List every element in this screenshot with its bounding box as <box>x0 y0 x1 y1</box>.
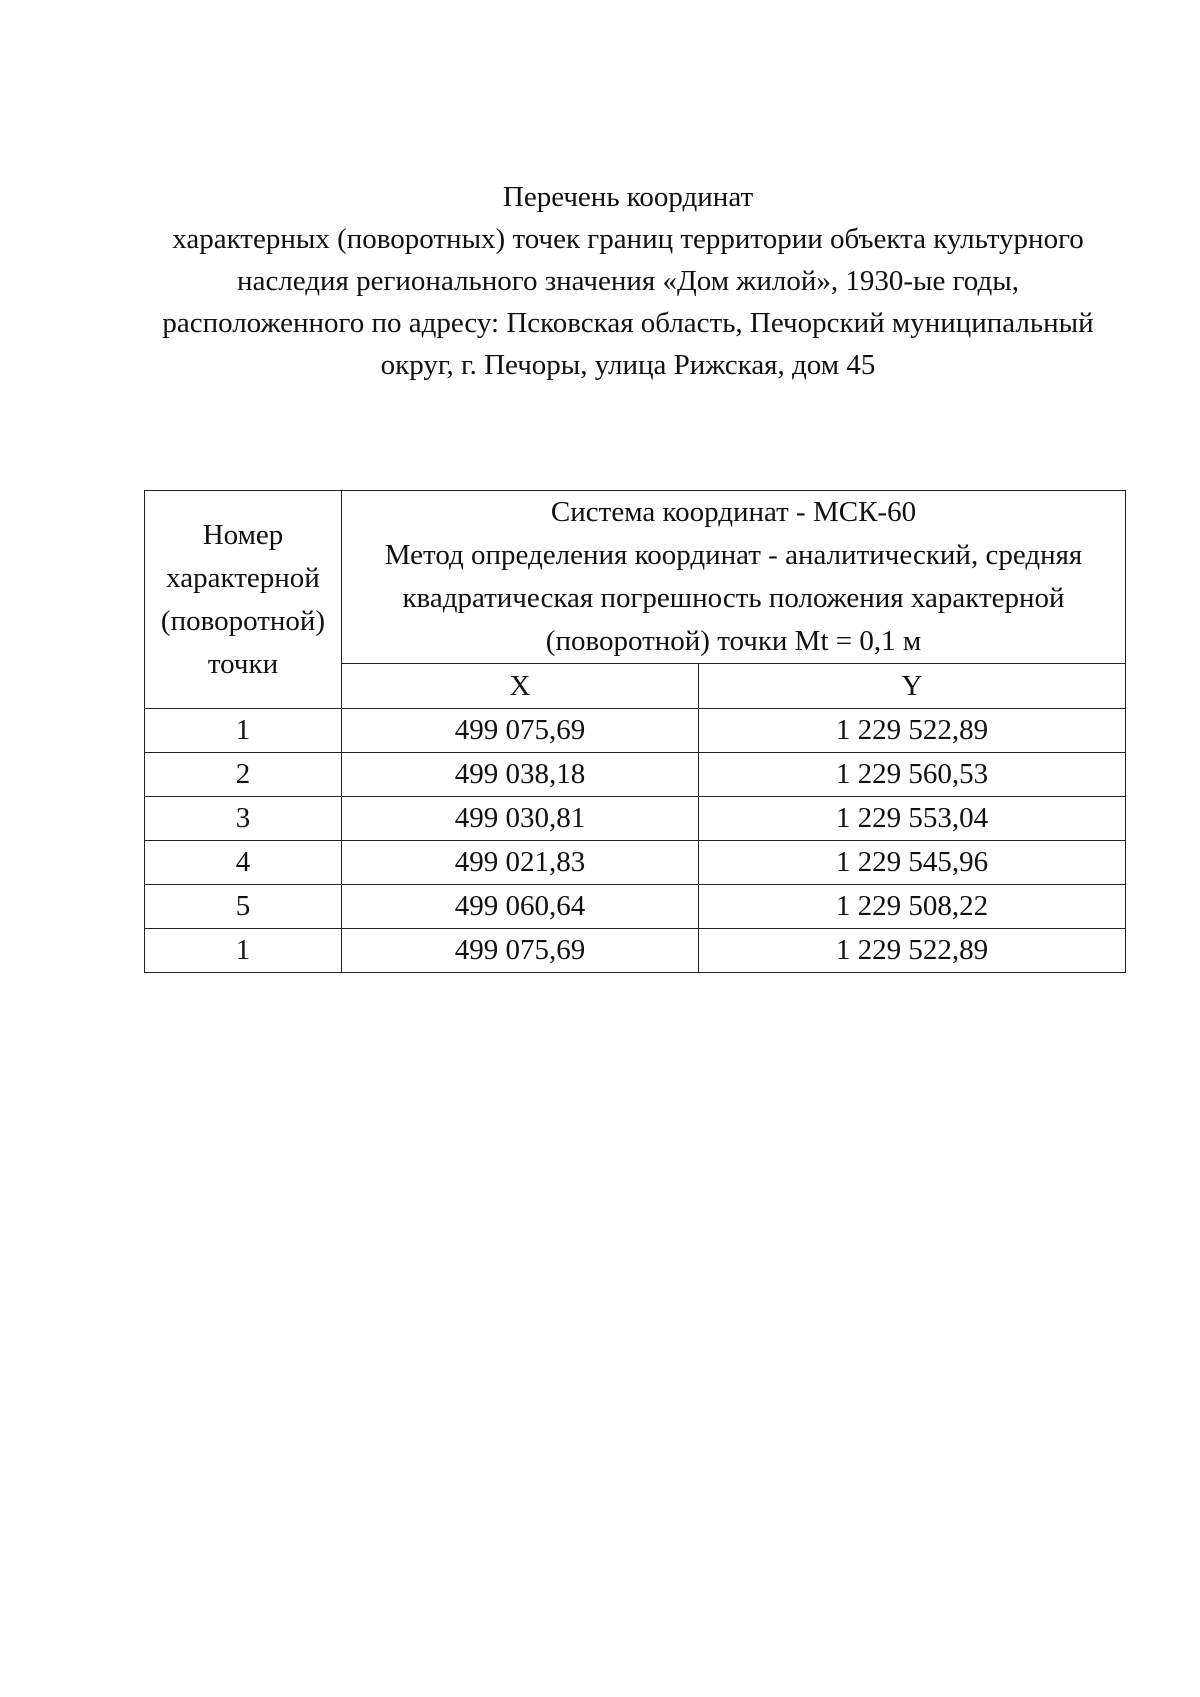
point-number-cell: 1 <box>145 709 342 753</box>
header-line: Метод определения координат - аналитический, средняя <box>384 539 1083 571</box>
coordinate-system-header <box>342 491 1126 664</box>
point-number-cell: 3 <box>145 797 342 841</box>
point-number-cell: 2 <box>145 753 342 797</box>
x-value-cell: 499 021,83 <box>342 841 699 885</box>
y-value-cell: 1 229 508,22 <box>699 885 1126 929</box>
header-line: (поворотной) точки Mt = 0,1 м <box>545 625 922 657</box>
table-row <box>145 753 1126 797</box>
header-line: Система координат - МСК-60 <box>550 496 917 528</box>
header-line: Номер <box>202 518 284 551</box>
table-row <box>145 709 1126 753</box>
y-value-cell: 1 229 545,96 <box>699 841 1126 885</box>
header-line: точки <box>207 647 279 680</box>
x-value-cell: 499 075,69 <box>342 709 699 753</box>
table-row <box>145 841 1126 885</box>
table-row <box>145 929 1126 973</box>
x-column-header: X <box>342 664 699 709</box>
document-heading <box>130 176 1126 386</box>
header-line: квадратическая погрешность положения характерной <box>402 582 1065 614</box>
x-value-cell: 499 075,69 <box>342 929 699 973</box>
header-line: характерной <box>166 561 320 594</box>
y-value-cell: 1 229 560,53 <box>699 753 1126 797</box>
coordinates-table <box>144 490 1126 973</box>
heading-line: Перечень координат <box>502 181 754 213</box>
point-number-cell: 1 <box>145 929 342 973</box>
point-number-cell: 5 <box>145 885 342 929</box>
y-value-cell: 1 229 553,04 <box>699 797 1126 841</box>
y-column-header: Y <box>699 664 1126 709</box>
table-header-row <box>145 491 1126 664</box>
header-line: (поворотной) <box>160 604 326 637</box>
heading-line: характерных (поворотных) точек границ территории объекта культурного <box>172 223 1084 255</box>
heading-line: расположенного по адресу: Псковская область, Печорский муниципальный <box>162 307 1094 339</box>
y-value-cell: 1 229 522,89 <box>699 929 1126 973</box>
x-value-cell: 499 060,64 <box>342 885 699 929</box>
x-value-cell: 499 038,18 <box>342 753 699 797</box>
y-value-cell: 1 229 522,89 <box>699 709 1126 753</box>
point-number-cell: 4 <box>145 841 342 885</box>
point-number-header <box>145 491 342 709</box>
x-value-cell: 499 030,81 <box>342 797 699 841</box>
table-row <box>145 797 1126 841</box>
heading-line: наследия регионального значения «Дом жилой», 1930-ые годы, <box>237 265 1019 297</box>
heading-line: округ, г. Печоры, улица Рижская, дом 45 <box>380 349 876 381</box>
table-row <box>145 885 1126 929</box>
